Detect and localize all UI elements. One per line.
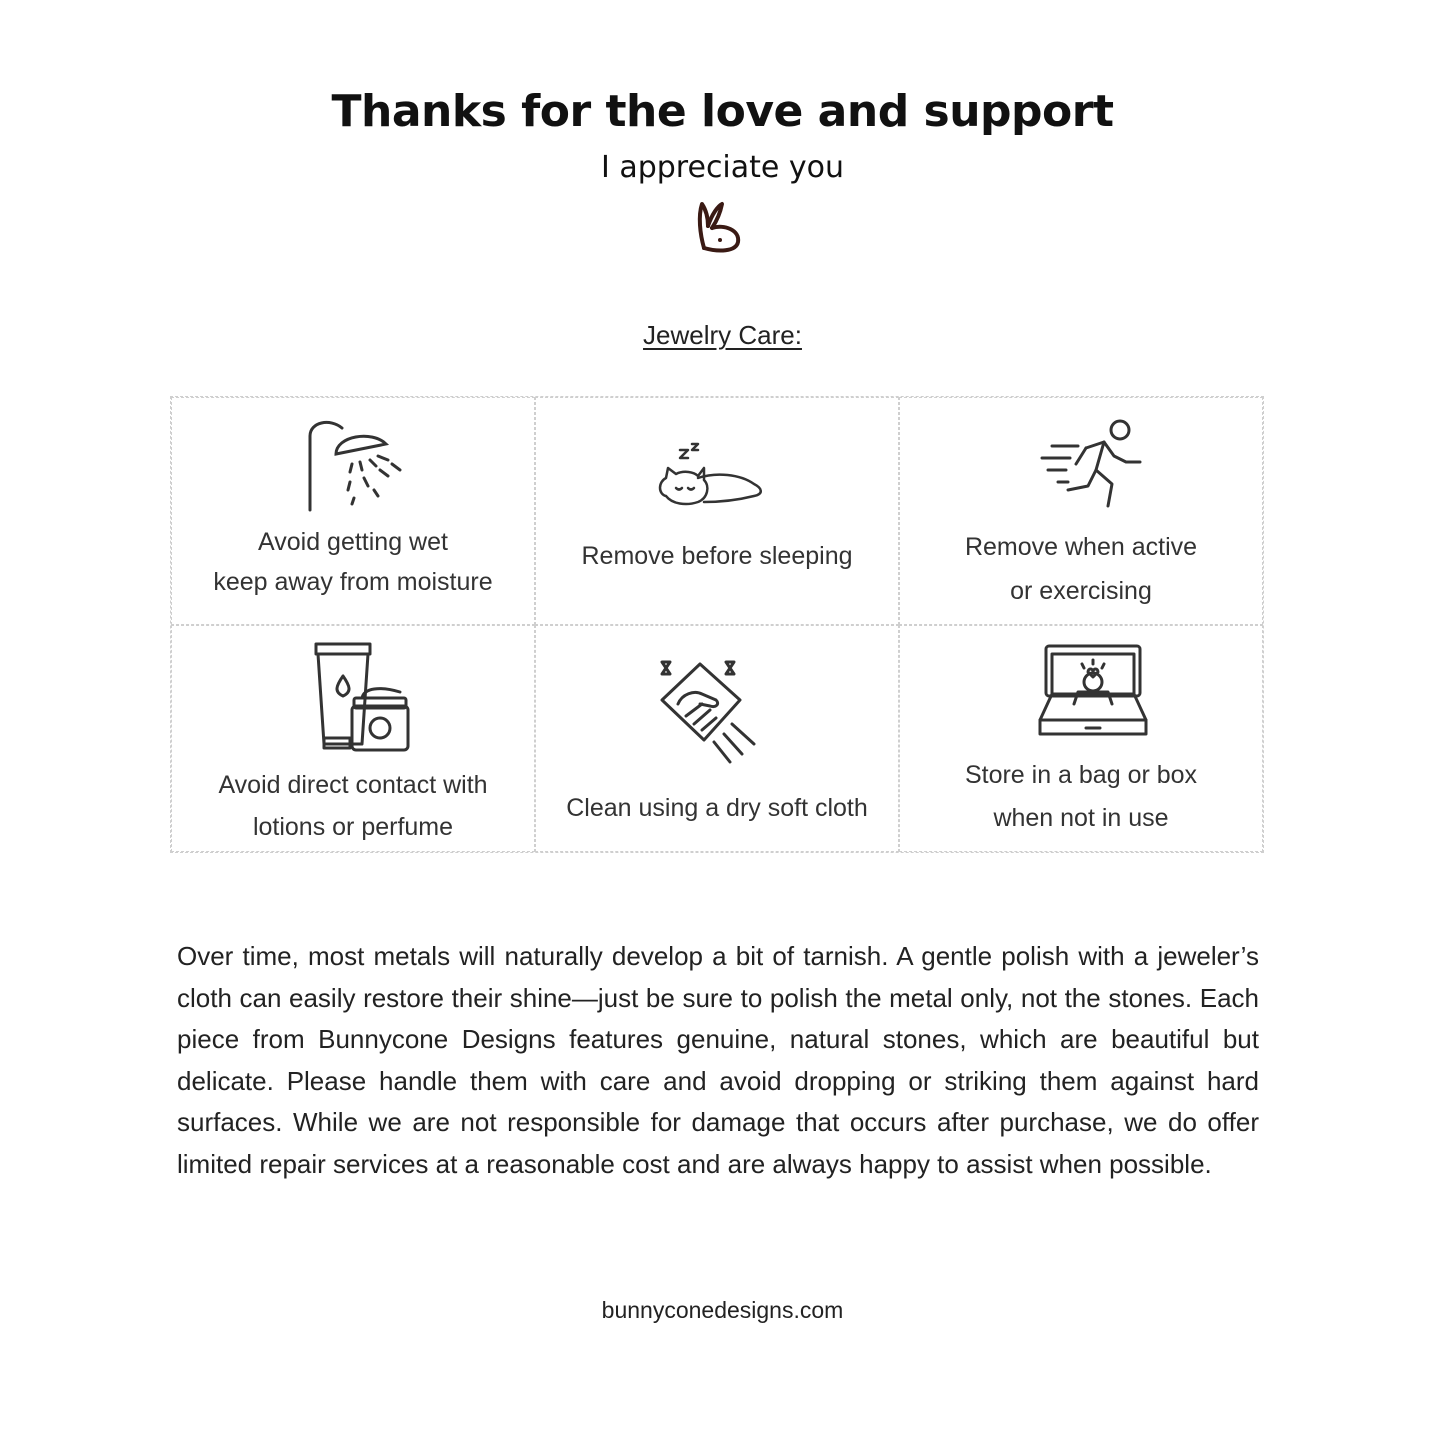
care-item-sleeping	[535, 397, 899, 625]
care-item-clean	[535, 625, 899, 853]
care-grid	[170, 396, 1264, 853]
care-label-line1: Clean using a dry soft cloth	[566, 793, 868, 822]
care-label-line1: Remove when active	[964, 533, 1198, 561]
jewelry-care-heading: Jewelry Care:	[643, 320, 802, 350]
footer-website: bunnyconedesigns.com	[601, 1297, 844, 1323]
care-paragraph: Over time, most metals will naturally develop a bit of tarnish. A gentle polish with a jeweler’s cloth can easily restore their shine—just be sure to polish the metal only, not the stones. Each piece from Bunnycone Designs features genuine, natural stones, which are beautiful but delicate. Please handle them with care and avoid dropping or striking them against hard surfaces. While we are not responsible for damage that occurs after purchase, we do offer limited repair services at a reasonable cost and are always happy to assist when possible.	[177, 941, 1259, 1179]
care-label-line1: Avoid direct contact with	[218, 770, 488, 799]
cleaning-cloth-icon	[654, 660, 770, 772]
page-subtitle: I appreciate you	[600, 150, 845, 185]
page-title: Thanks for the love and support	[331, 86, 1114, 137]
care-item-lotion	[171, 625, 535, 853]
care-label-line2: lotions or perfume	[252, 813, 454, 841]
care-label-line1: Avoid getting wet	[258, 528, 448, 556]
care-item-active	[899, 397, 1263, 625]
jewelry-box-icon	[1038, 642, 1148, 742]
care-label-line1: Remove before sleeping	[581, 542, 853, 570]
bunny-logo-icon	[690, 196, 750, 256]
care-label-line2: when not in use	[993, 804, 1169, 833]
lotion-icon	[310, 640, 414, 754]
care-label-line2: or exercising	[1010, 576, 1152, 605]
care-item-avoid-wet	[171, 397, 535, 625]
care-label-line1: Store in a bag or box	[964, 760, 1198, 789]
sleeping-cat-icon	[654, 442, 770, 512]
care-item-store	[899, 625, 1263, 853]
running-person-icon	[1038, 416, 1144, 512]
shower-icon	[300, 414, 410, 514]
care-label-line2: keep away from moisture	[213, 568, 493, 596]
